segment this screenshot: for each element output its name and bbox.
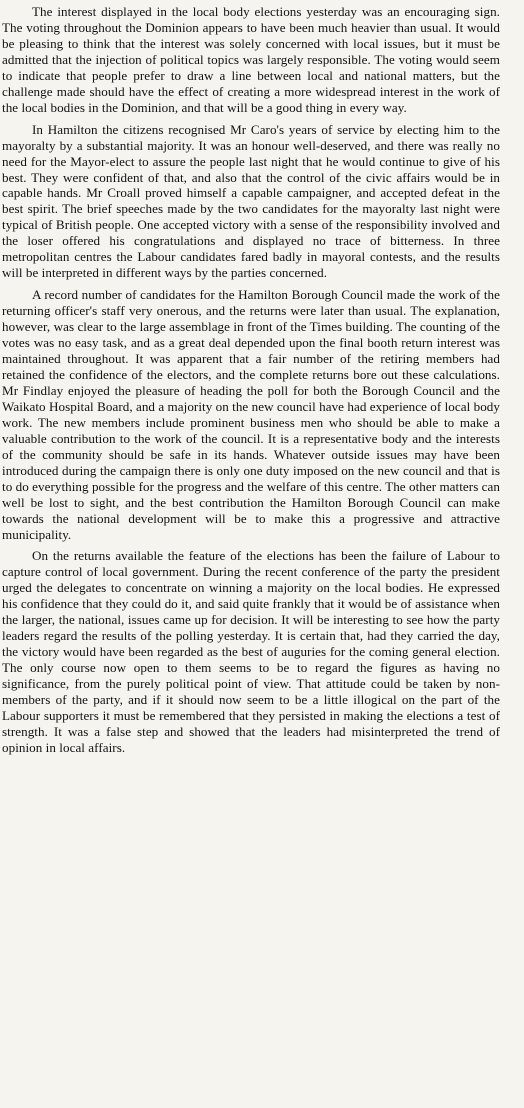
paragraph-election-interest: The interest displayed in the local body elections yesterday was an encouraging sign. The voting throughout the Dominion appears to have been much heavier than usual. It would be pleasing to think that the interest was solely concerned with local issues, but it must be admitted that the injection of political topics was largely responsible. The voting would seem to indicate that people prefer to draw a line between local and national matters, but the challenge made should have the effect of creating a more widespread interest in the work of the local bodies in the Dominion, and that will be a good thing in every way. [2, 4, 500, 115]
paragraph-labour-failure: On the returns available the feature of the elections has been the failure of Labour to capture control of local government. During the recent conference of the party the president urged the delegates to concentrate on winning a majority on the local bodies. He expressed his confidence that they could do it, and said quite frankly that it would be of assistance when the larger, the national, issues came up for decision. It will be interesting to see how the party leaders regard the results of the polling yesterday. It is certain that, had they carried the day, the victory would have been regarded as the best of auguries for the coming general election. The only course now open to them seems to be to regard the figures as having no significance, from the purely political point of view. That attitude could be taken by non-members of the party, and if it should now seem to be a little illogical on the part of the Labour supporters it must be remembered that they persisted in making the elections a test of strength. It was a false step and showed that the leaders had misinterpreted the trend of opinion in local affairs. [2, 548, 500, 755]
paragraph-borough-council: A record number of candidates for the Hamilton Borough Council made the work of the returning officer's staff very onerous, and the returns were later than usual. The explanation, however, was clear to the large assemblage in front of the Times building. The counting of the votes was no easy task, and as a great deal depended upon the final booth return interest was maintained throughout. It was apparent that a fair number of the retiring members had retained the confidence of the electors, and the complete returns bore out these calculations. Mr Findlay enjoyed the pleasure of heading the poll for both the Borough Council and the Waikato Hospital Board, and a majority on the new council have had experience of local body work. The new members include prominent business men who should be able to make a valuable contribution to the work of the council. It is a representative body and the interests of the community should be safe in its hands. Whatever outside issues may have been introduced during the campaign there is only one duty imposed on the new council and that is to do everything possible for the progress and the welfare of this centre. The other matters can well be lost to sight, and the best contribution the Hamilton Borough Council can make towards the national development will be to make this a progressive and attractive municipality. [2, 287, 500, 542]
paragraph-hamilton-mayoralty: In Hamilton the citizens recognised Mr Caro's years of service by electing him to the mayoralty by a substantial majority. It was an honour well-deserved, and there was really no need for the Mayor-elect to assure the people last night that he would continue to give of his best. They were confident of that, and also that the control of the civic affairs would be in capable hands. Mr Croall proved himself a capable campaigner, and accepted defeat in the best spirit. The brief speeches made by the two candidates for the mayoralty last night were typical of British people. One accepted victory with a sense of the responsibility involved and the loser offered his congratulations and displayed no trace of bitterness. In three metropolitan centres the Labour candidates fared badly in mayoral contests, and the results will be interpreted in different ways by the parties concerned. [2, 121, 500, 281]
